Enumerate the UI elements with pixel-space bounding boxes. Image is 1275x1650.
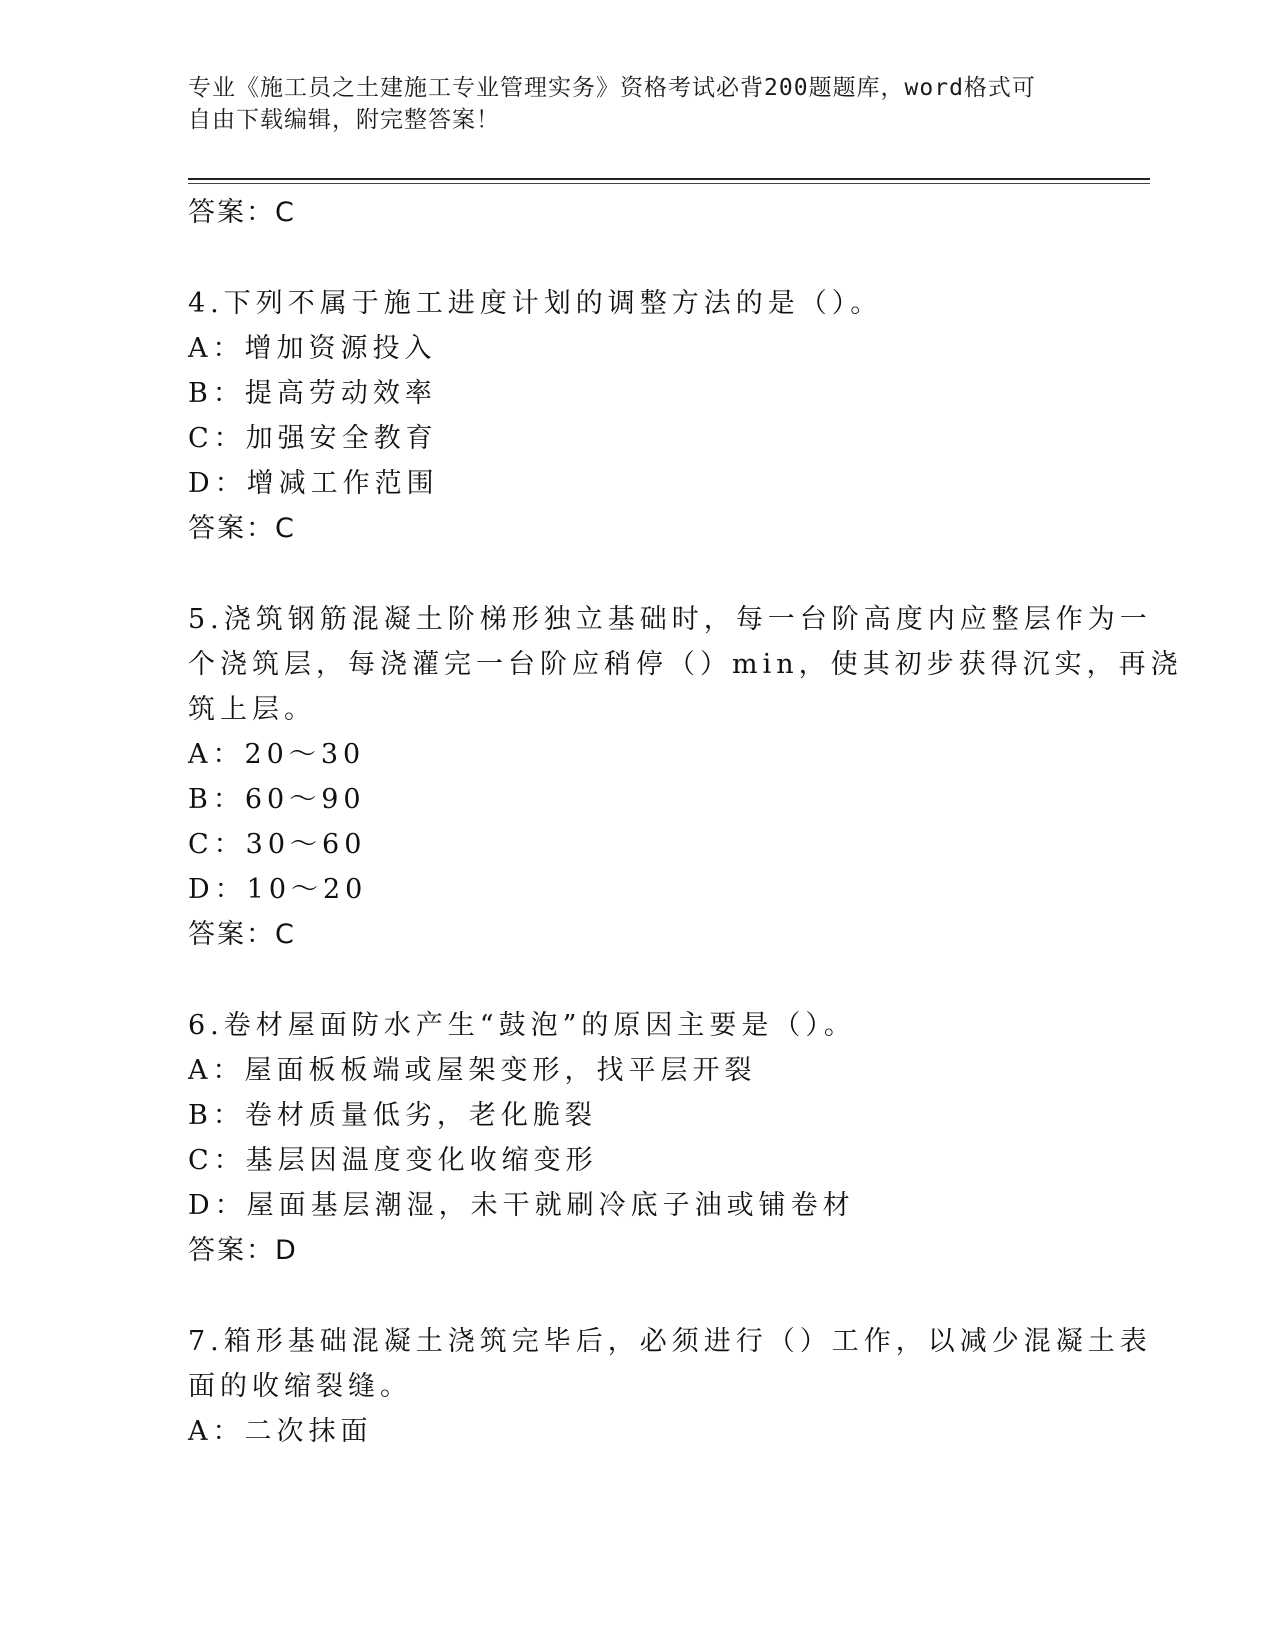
answer-line: 答案：C [188, 919, 296, 950]
question-stem: 6.卷材屋面防水产生“鼓泡”的原因主要是（）。 [188, 1010, 856, 1041]
question-stem: 7.箱形基础混凝土浇筑完毕后，必须进行（）工作，以减少混凝土表 [188, 1326, 1152, 1357]
option-d: D：增减工作范围 [188, 468, 439, 499]
option-a: A：增加资源投入 [188, 333, 437, 364]
question-4 [188, 281, 1088, 551]
option-b: B：60～90 [188, 784, 366, 815]
option-a: A：20～30 [188, 739, 366, 770]
question-stem: 4.下列不属于施工进度计划的调整方法的是（）。 [188, 288, 883, 319]
document-header [188, 72, 1068, 136]
option-c: C：30～60 [188, 829, 367, 860]
question-stem: 个浇筑层，每浇灌完一台阶应稍停（）min，使其初步获得沉实，再浇 [188, 649, 1183, 680]
option-d: D：10～20 [188, 874, 368, 905]
question-stem: 5.浇筑钢筋混凝土阶梯形独立基础时，每一台阶高度内应整层作为一 [188, 604, 1152, 635]
option-a: A：二次抹面 [188, 1416, 373, 1447]
question-6 [188, 1003, 1088, 1273]
answer-line: 答案：D [188, 1235, 298, 1266]
question-7 [188, 1319, 1152, 1454]
option-c: C：基层因温度变化收缩变形 [188, 1145, 598, 1176]
header-divider-thin [188, 183, 1150, 184]
option-c: C：加强安全教育 [188, 423, 438, 454]
question-list [188, 190, 1183, 1454]
question-stem: 筑上层。 [188, 694, 316, 725]
option-a: A：屋面板板端或屋架变形，找平层开裂 [188, 1055, 757, 1086]
answer-line: 答案：C [188, 513, 296, 544]
header-line-1: 专业《施工员之土建施工专业管理实务》资格考试必背200题题库，word格式可 [188, 75, 1036, 101]
option-b: B：卷材质量低劣，老化脆裂 [188, 1100, 597, 1131]
header-line-2: 自由下载编辑，附完整答案！ [188, 107, 500, 133]
answer-line: 答案：C [188, 197, 296, 228]
question-stem: 面的收缩裂缝。 [188, 1371, 412, 1402]
option-d: D：屋面基层潮湿，未干就刷冷底子油或铺卷材 [188, 1190, 855, 1221]
header-divider-thick [188, 178, 1150, 180]
question-5 [188, 597, 1183, 957]
option-b: B：提高劳动效率 [188, 378, 437, 409]
